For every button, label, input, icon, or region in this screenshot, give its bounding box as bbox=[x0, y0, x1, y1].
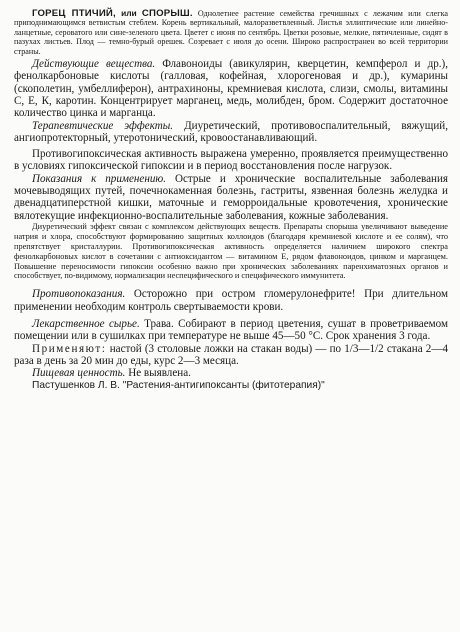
species-description: Однолетнее растение семейства гречишных с лежачим или слегка приподнимающимся ветвистым стеблем. Корень вертикальный, малоразветвленный. Листья эллиптические или линейно-ланцетные, сероватого или сине-зеленого цвета. Цветет с июня по сентябрь. Цветки розовые, мелкие, пятичленные, сидят в пазухах листьев. Плод — темно-бурый орешек. Созревает с июля до осени. Широко распространен во всей территории страны. bbox=[14, 9, 448, 56]
section-usage bbox=[14, 343, 448, 368]
section-usage-label: Применяют: bbox=[32, 342, 107, 355]
section-contra bbox=[14, 288, 448, 313]
species-alt-name: СПОРЫШ. bbox=[141, 8, 193, 19]
section-indications bbox=[14, 173, 448, 222]
species-name: ГОРЕЦ ПТИЧИЙ, bbox=[32, 8, 116, 19]
section-raw-label: Лекарственное сырье. bbox=[32, 317, 140, 330]
section-effects-label: Терапевтические эффекты. bbox=[32, 119, 174, 132]
section-food bbox=[14, 367, 448, 379]
section-raw bbox=[14, 318, 448, 343]
section-indications-text: Острые и хронические воспалительные заболевания мочевыводящих путей, почечнокаменная болезнь, гастриты, язвенная болезнь желудка и двенадцатиперстной кишки, маточные и геморроидальные кровотечения, хронические вялотекущие инфекционно-воспалительные заболевания, кожные заболевания. bbox=[14, 172, 449, 222]
species-connector: или bbox=[121, 8, 137, 18]
section-active-text: Флавоноиды (авикулярин, кверцетин, кемпферол и др.), фенолкарбоновые кислоты (галловая, кофейная, хлорогеновая и др.), кумарины (скополетин, умбеллиферон), антрахиноны, кремниевая кислота, слизи, смолы, витамины С, Е, К, каротин. Концентрирует марганец, медь, молибден, бром. Содержит достаточное количество цинка и марганца. bbox=[14, 58, 449, 120]
section-effects bbox=[14, 120, 448, 145]
section-usage-text: настой (3 столовые ложки на стакан воды) — по 1/3—1/2 стакана 2—4 раза в день за 20 мин до еды, курс 2—3 месяца. bbox=[14, 342, 448, 367]
section-active bbox=[14, 58, 448, 119]
species-intro bbox=[14, 9, 448, 56]
section-hypoxic: Противогипоксическая активность выражена умеренно, проявляется преимущественно в условиях гипоксической гипоксии и в период восстановления после нагрузок. bbox=[14, 148, 448, 173]
section-contra-text: Осторожно при остром гломерулонефрите! При длительном применении необходим контроль свертываемости крови. bbox=[14, 288, 448, 313]
section-note: Диуретический эффект связан с комплексом действующих веществ. Препараты спорыша увеличивают выведение натрия и хлора, способствуют формированию защитных коллоидов (благодаря кремниевой кислоте и ее солям), что препятствует кристаллурии. Противогипоксическая активность определяется наличием широкого спектра фенолкарбоновых кислот в сочетании с антиоксидантом — витамином Е, рядом флавоноидов, цинком и марганцем. Повышение переносимости гипоксии особенно важно при хронических заболеваниях паренхиматозных органов и способствует, по-видимому, нормализации неспецифического и специфического иммунитета. bbox=[14, 221, 448, 281]
section-food-text: Не выявлена. bbox=[128, 367, 191, 380]
section-raw-text: Трава. Собирают в период цветения, сушат в проветриваемом помещении или в сушилках при температуре не выше 45—50 °С. Срок хранения 3 года. bbox=[14, 317, 449, 343]
section-active-label: Действующие вещества. bbox=[32, 58, 156, 71]
section-contra-label: Противопоказания. bbox=[32, 288, 126, 301]
source-citation: Пастушенков Л. В. "Растения-антигипоксанты (фитотерапия)" bbox=[32, 380, 325, 392]
section-indications-label: Показания к применению. bbox=[32, 172, 166, 185]
section-effects-text: Диуретический, противовоспалительный, вяжущий, ангиопротекторный, утеротонический, кровоостанавливающий. bbox=[14, 119, 448, 144]
section-food-label: Пищевая ценность. bbox=[32, 367, 126, 380]
